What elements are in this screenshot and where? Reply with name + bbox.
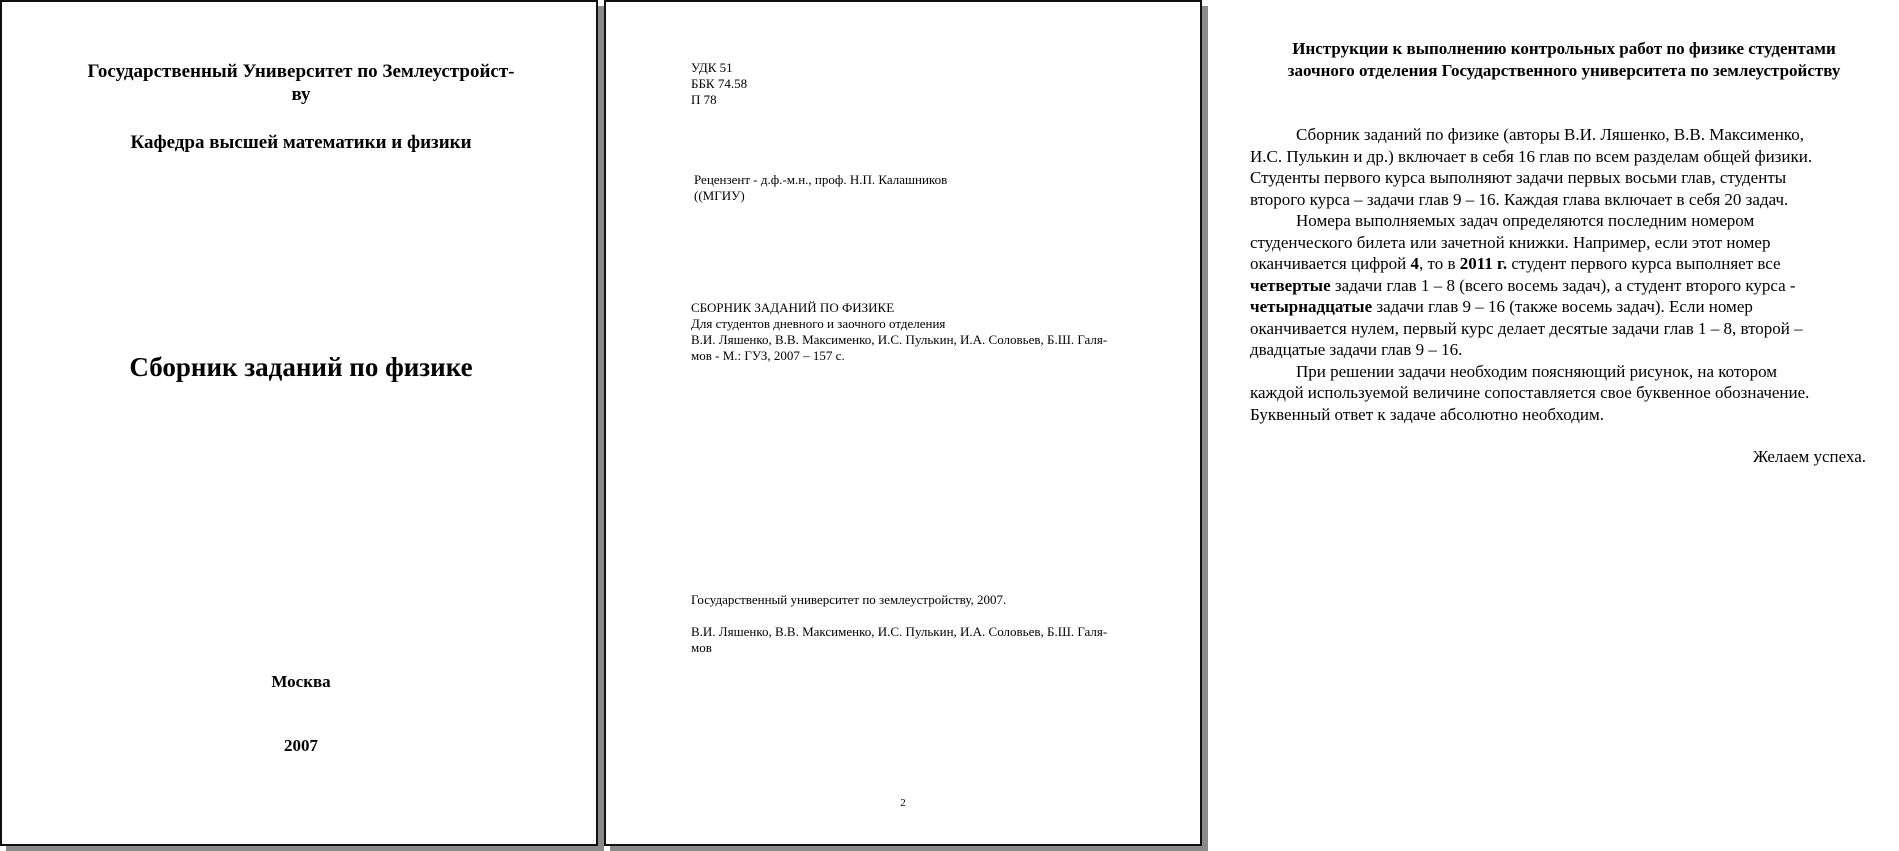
publication-year: 2007: [284, 736, 318, 755]
department-name: Кафедра высшей математики и физики: [130, 132, 472, 153]
classification-codes: [691, 60, 1151, 108]
page-3-instructions[interactable]: [1244, 0, 1884, 851]
instructions-heading: Инструкции к выполнению контрольных работ по физике студентами заочного отделения Государственного университета по землеустройству: [1287, 39, 1841, 80]
instructions-body: [1250, 124, 1874, 425]
closing-wish: Желаем успеха.: [1752, 447, 1866, 466]
page-2-imprint[interactable]: [604, 0, 1202, 846]
reviewer-block: Рецензент - д.ф.-м.н., проф. Н.П. Калашников ((МГИУ): [694, 172, 948, 203]
authors-line: мов - М.: ГУЗ, 2007 – 157 с.: [691, 348, 845, 363]
author-mark: П 78: [691, 92, 717, 107]
university-name: Государственный Университет по Землеустройст- ву: [87, 61, 515, 105]
page-shadow: [610, 846, 1208, 851]
paragraph: Сборник заданий по физике (авторы В.И. Ляшенко, В.В. Максименко, И.С. Пулькин и др.) включает в себя 16 глав по всем разделам общей физики. Студенты первого курса выполняют задачи первых восьми глав, студенты второго курса – задачи глав 9 – 16. Каждая глава включает в себя 20 задач.: [1250, 125, 1813, 209]
bibliographic-description: [691, 300, 1151, 364]
copyright-authors: В.И. Ляшенко, В.В. Максименко, И.С. Пулькин, И.А. Соловьев, Б.Ш. Галя- мов: [691, 624, 1108, 655]
page-1-title-page[interactable]: [0, 0, 598, 846]
page-shadow: [1202, 6, 1208, 851]
paragraph: Номера выполняемых задач определяются последним номером студенческого билета или зачетной книжки. Например, если этот номер оканчивается цифрой 4, то в 2011 г. студент первого курса выполняет все четвертые задачи глав 1 – 8 (всего восемь задач), а студент второго курса - четырнадцатые задачи глав 9 – 16 (также восемь задач). Если номер оканчивается нулем, первый курс делает десятые задачи глав 1 – 8, второй – двадцатые задачи глав 9 – 16.: [1250, 211, 1803, 359]
collection-title: СБОРНИК ЗАДАНИЙ ПО ФИЗИКЕ: [691, 300, 895, 315]
paragraph: При решении задачи необходим поясняющий рисунок, на котором каждой используемой величине сопоставляется свое буквенное обозначение. Буквенный ответ к задаче абсолютно необходим.: [1250, 361, 1810, 424]
book-title: Сборник заданий по физике: [129, 352, 473, 382]
authors-line: В.И. Ляшенко, В.В. Максименко, И.С. Пулькин, И.А. Соловьев, Б.Ш. Галя-: [691, 332, 1108, 347]
collection-subtitle: Для студентов дневного и заочного отделения: [691, 316, 946, 331]
page-number: 2: [900, 797, 906, 809]
publication-city: Москва: [271, 672, 331, 691]
udk-code: УДК 51: [691, 60, 733, 75]
page-shadow: [6, 846, 604, 851]
copyright-institution: Государственный университет по землеустройству, 2007.: [691, 592, 1007, 607]
bbk-code: ББК 74.58: [691, 76, 748, 91]
